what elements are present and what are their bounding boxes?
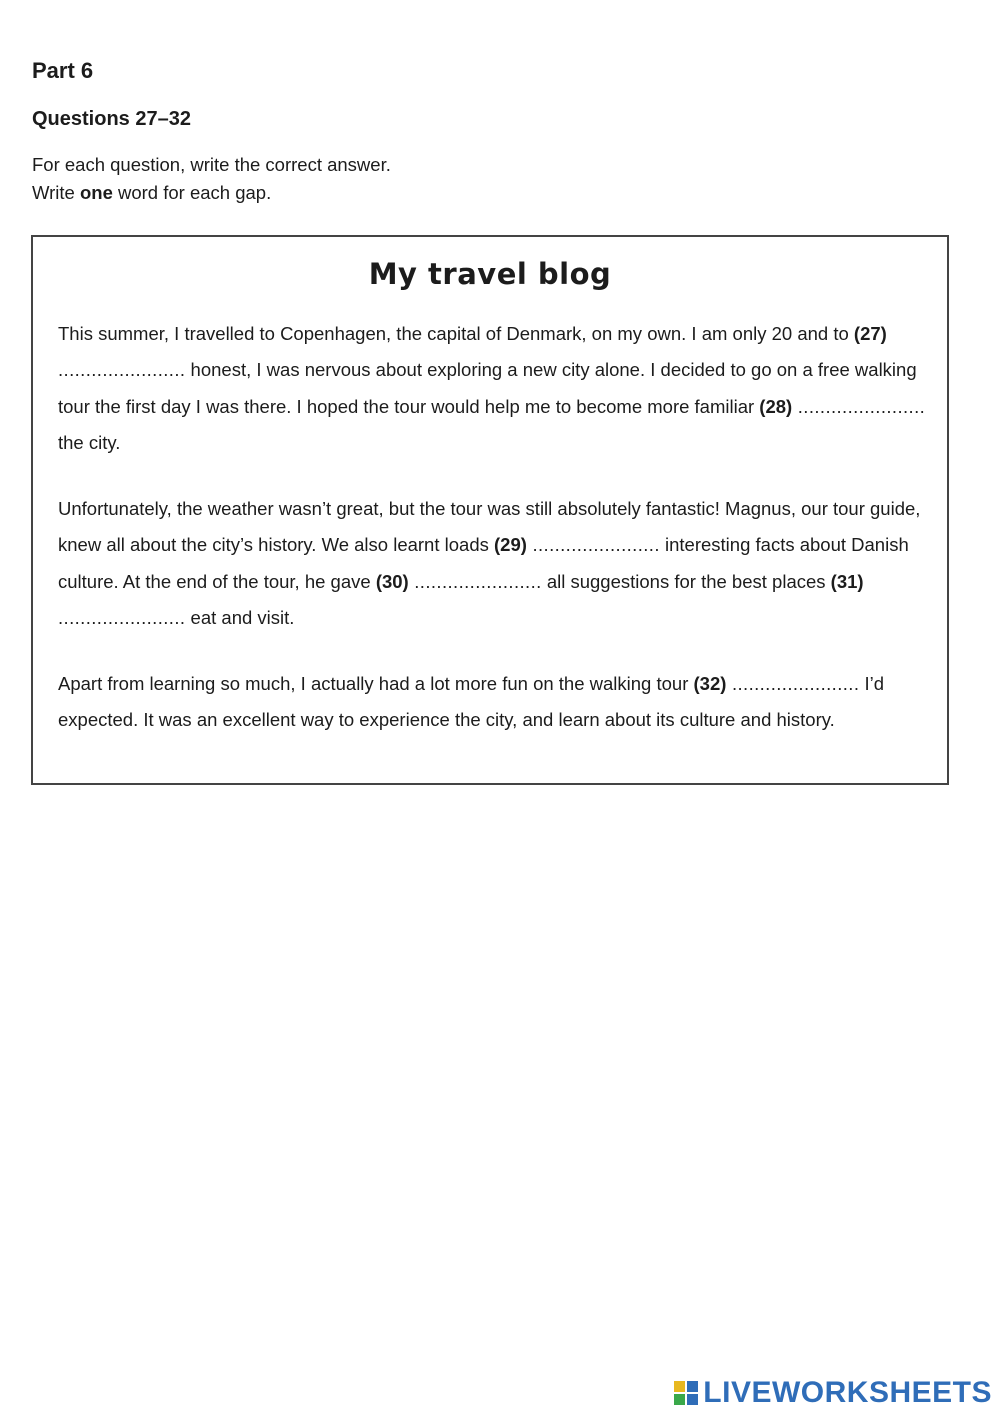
gap-blank[interactable]: ....................... bbox=[792, 395, 926, 417]
liveworksheets-logo-icon bbox=[673, 1380, 699, 1406]
gap-blank[interactable]: ....................... bbox=[58, 606, 186, 628]
gap-number: (29) bbox=[494, 534, 527, 556]
gap-blank[interactable]: ....................... bbox=[408, 570, 542, 592]
answer-gap[interactable] bbox=[694, 673, 860, 694]
watermark-text: LIVEWORKSHEETS bbox=[703, 1376, 992, 1409]
blog-text-run: all suggestions for the best places bbox=[541, 570, 831, 592]
gap-number: (32) bbox=[693, 673, 727, 694]
blog-paragraph bbox=[58, 491, 927, 636]
gap-blank[interactable]: ....................... bbox=[58, 359, 186, 381]
gap-number: (28) bbox=[759, 395, 793, 417]
gap-blank[interactable]: ....................... bbox=[526, 534, 660, 556]
answer-gap[interactable] bbox=[376, 571, 542, 592]
gap-number: (31) bbox=[830, 570, 864, 592]
liveworksheets-watermark bbox=[673, 1376, 992, 1410]
instruction-text: word for each gap. bbox=[112, 182, 272, 203]
blog-title: My travel blog bbox=[368, 257, 612, 291]
gap-number: (27) bbox=[853, 323, 887, 344]
answer-gap[interactable] bbox=[494, 534, 660, 555]
instructions bbox=[32, 151, 391, 207]
instruction-line-2 bbox=[32, 179, 391, 207]
blog-text-run: the city. bbox=[58, 431, 121, 453]
blog-text-run: I’d expected. It was an excellent way to experience the city, and learn about its culture and history. bbox=[58, 673, 885, 731]
blog-text-run: Unfortunately, the weather wasn’t great, but the tour was still absolutely fantastic! Magnus, our tour guide, knew all about the city’s history. We also learnt loads bbox=[58, 498, 921, 556]
blog-text-run: honest, I was nervous about exploring a new city alone. I decided to go on a free walking tour the first day I was there. I hoped the tour would help me to become more familiar bbox=[58, 359, 917, 417]
blog-paragraph bbox=[58, 316, 927, 461]
part-title: Part 6 bbox=[32, 58, 94, 83]
instruction-line-1: For each question, write the correct answer. bbox=[32, 154, 391, 175]
blog-paragraph bbox=[58, 666, 927, 739]
blog-text-run: This summer, I travelled to Copenhagen, the capital of Denmark, on my own. I am only 20 and to bbox=[58, 323, 854, 344]
instruction-text: Write bbox=[32, 182, 80, 203]
questions-title: Questions 27–32 bbox=[32, 108, 191, 130]
answer-gap[interactable] bbox=[759, 396, 925, 417]
gap-number: (30) bbox=[375, 570, 409, 592]
blog-box bbox=[31, 235, 949, 785]
gap-blank[interactable]: ....................... bbox=[726, 673, 860, 694]
blog-text-run: eat and visit. bbox=[185, 606, 295, 628]
blog-text-run: interesting facts about Danish culture. At the end of the tour, he gave bbox=[58, 534, 909, 592]
instruction-emphasis: one bbox=[79, 182, 113, 203]
blog-text-run: Apart from learning so much, I actually had a lot more fun on the walking tour bbox=[58, 673, 694, 694]
